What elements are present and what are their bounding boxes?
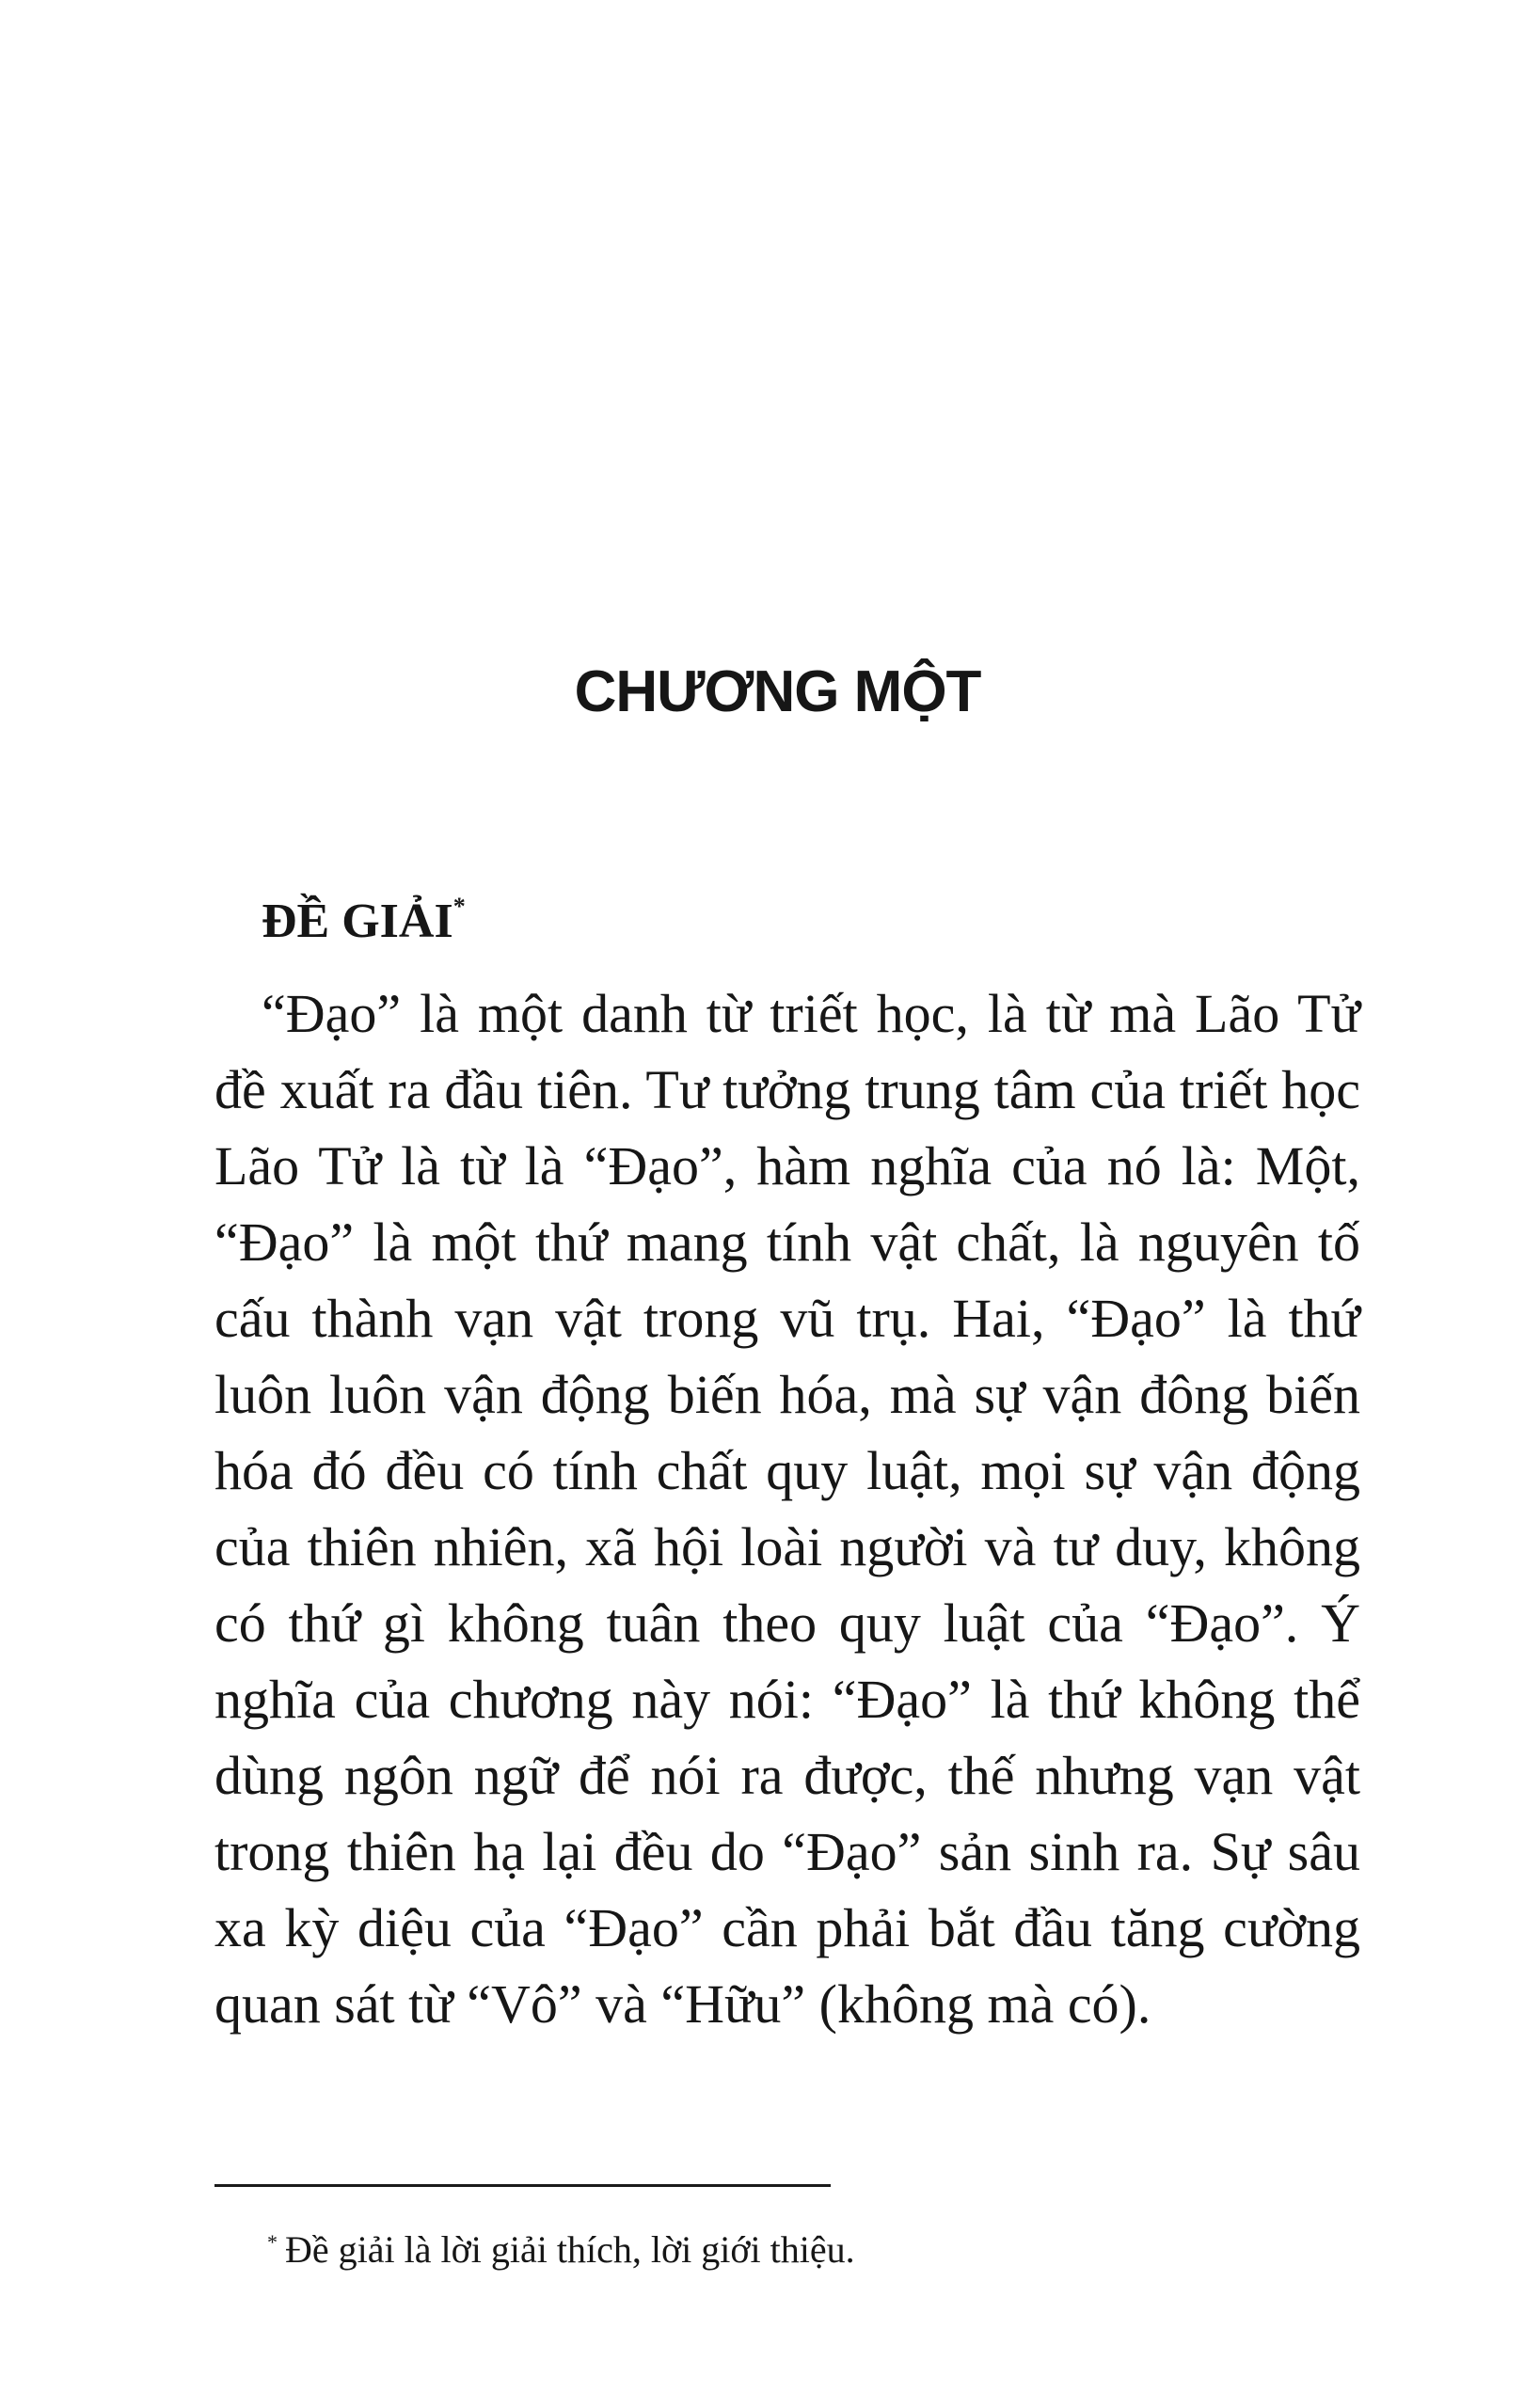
section-heading <box>262 894 466 949</box>
footnote <box>267 2227 855 2272</box>
footnote-reference-marker: * <box>452 892 466 920</box>
body-paragraph: “Đạo” là một danh từ triết học, là từ mà Lão Tử đề xuất ra đầu tiên. Tư tưởng trung tâm của triết học Lão Tử là từ là “Đạo”, hàm nghĩa của nó là: Một, “Đạo” là một thứ mang tính vật chất, là nguyên tố cấu thành vạn vật trong vũ trụ. Hai, “Đạo” là thứ luôn luôn vận động biến hóa, mà sự vận đông biến hóa đó đều có tính chất quy luật, mọi sự vận động của thiên nhiên, xã hội loài người và tư duy, không có thứ gì không tuân theo quy luật của “Đạo”. Ý nghĩa của chương này nói: “Đạo” là thứ không thể dùng ngôn ngữ để nói ra được, thế nhưng vạn vật trong thiên hạ lại đều do “Đạo” sản sinh ra. Sự sâu xa kỳ diệu của “Đạo” cần phải bắt đầu tăng cường quan sát từ “Vô” và “Hữu” (không mà có). <box>214 983 1360 2035</box>
footnote-marker: * <box>267 2230 278 2254</box>
footnote-text: Đề giải là lời giải thích, lời giới thiệu. <box>285 2228 855 2271</box>
chapter-title: CHƯƠNG MỘT <box>574 659 981 724</box>
footnote-divider <box>214 2184 831 2187</box>
section-heading-text: ĐỀ GIẢI <box>262 895 453 948</box>
